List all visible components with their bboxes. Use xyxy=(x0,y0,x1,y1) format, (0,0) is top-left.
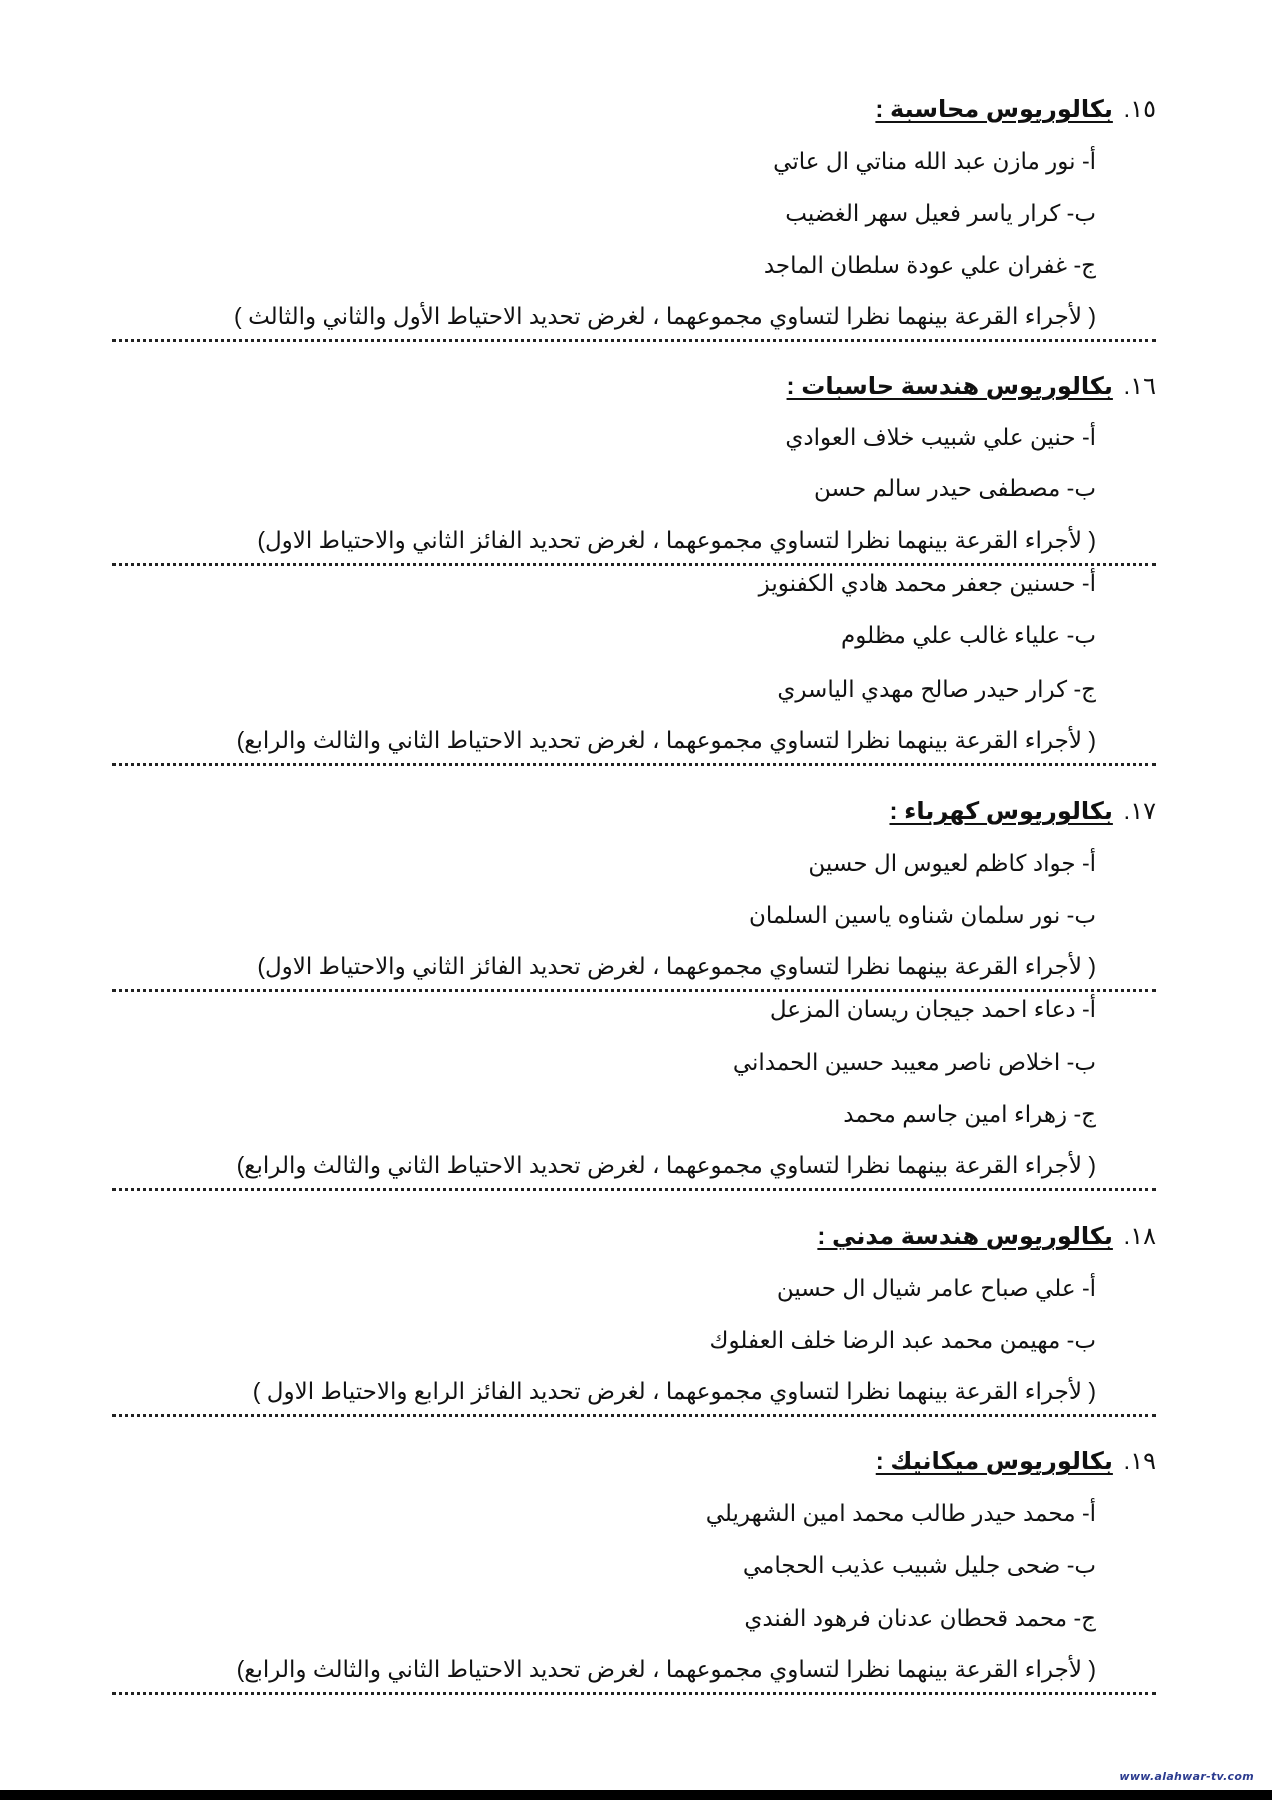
lottery-note: ( لأجراء القرعة بينهما نظرا لتساوي مجموعهما ، لغرض تحديد الاحتياط الثاني والثالث والرابع) xyxy=(236,1656,1096,1682)
dotted-divider xyxy=(112,1692,1156,1695)
list-item: ب- ضحى جليل شبيب عذيب الحجامي xyxy=(742,1552,1096,1578)
list-item: ب- علياء غالب علي مظلوم xyxy=(840,622,1096,648)
list-item: ج- غفران علي عودة سلطان الماجد xyxy=(763,252,1096,278)
lottery-note: ( لأجراء القرعة بينهما نظرا لتساوي مجموعهما ، لغرض تحديد الاحتياط الثاني والثالث والرابع) xyxy=(236,727,1096,753)
list-item: ب- نور سلمان شناوه ياسين السلمان xyxy=(749,902,1096,928)
lottery-note: ( لأجراء القرعة بينهما نظرا لتساوي مجموعهما ، لغرض تحديد الاحتياط الأول والثاني والثالث ) xyxy=(234,303,1096,329)
section-title-text: بكالوريوس كهرباء : xyxy=(889,798,1113,825)
section-title-text: بكالوريوس ميكانيك : xyxy=(875,1448,1113,1475)
dotted-divider xyxy=(112,563,1156,566)
list-item: ج- زهراء امين جاسم محمد xyxy=(843,1101,1096,1127)
list-item: ج- كرار حيدر صالح مهدي الياسري xyxy=(777,676,1096,702)
section-title xyxy=(889,797,1156,827)
list-item: ب- اخلاص ناصر معيبد حسين الحمداني xyxy=(732,1049,1096,1075)
list-item: أ- حنين علي شبيب خلاف العوادي xyxy=(785,424,1096,450)
section-title xyxy=(875,95,1156,125)
list-item: ب- مصطفى حيدر سالم حسن xyxy=(814,475,1096,501)
lottery-note: ( لأجراء القرعة بينهما نظرا لتساوي مجموعهما ، لغرض تحديد الاحتياط الثاني والثالث والرابع) xyxy=(236,1152,1096,1178)
section-number: ١٨. xyxy=(1123,1223,1156,1250)
list-item: أ- نور مازن عبد الله مناتي ال عاتي xyxy=(773,148,1096,174)
list-item: أ- جواد كاظم لعيوس ال حسين xyxy=(808,850,1096,876)
section-number: ١٩. xyxy=(1123,1448,1156,1475)
list-item: ب- كرار ياسر فعيل سهر الغضيب xyxy=(785,200,1096,226)
lottery-note: ( لأجراء القرعة بينهما نظرا لتساوي مجموعهما ، لغرض تحديد الفائز الثاني والاحتياط الاول) xyxy=(257,953,1096,979)
section-title xyxy=(817,1222,1156,1252)
section-title-text: بكالوريوس محاسبة : xyxy=(875,96,1113,123)
list-item: ج- محمد قحطان عدنان فرهود الفندي xyxy=(744,1605,1096,1631)
lottery-note: ( لأجراء القرعة بينهما نظرا لتساوي مجموعهما ، لغرض تحديد الفائز الثاني والاحتياط الاول) xyxy=(257,527,1096,553)
section-title xyxy=(876,1447,1156,1477)
watermark-url: www.alahwar-tv.com xyxy=(1119,1770,1254,1783)
list-item: أ- محمد حيدر طالب محمد امين الشهريلي xyxy=(705,1500,1096,1526)
lottery-note: ( لأجراء القرعة بينهما نظرا لتساوي مجموعهما ، لغرض تحديد الفائز الرابع والاحتياط الاول ) xyxy=(252,1378,1096,1404)
dotted-divider xyxy=(112,763,1156,766)
footer-bar xyxy=(0,1790,1272,1800)
section-number: ١٥. xyxy=(1123,96,1156,123)
section-title-text: بكالوريوس هندسة مدني : xyxy=(817,1223,1113,1250)
section-title xyxy=(787,372,1156,402)
section-title-text: بكالوريوس هندسة حاسبات : xyxy=(786,373,1113,400)
list-item: أ- دعاء احمد جيجان ريسان المزعل xyxy=(769,996,1096,1022)
dotted-divider xyxy=(112,989,1156,992)
section-number: ١٦. xyxy=(1123,373,1156,400)
section-number: ١٧. xyxy=(1123,798,1156,825)
dotted-divider xyxy=(112,1414,1156,1417)
list-item: ب- مهيمن محمد عبد الرضا خلف العفلوك xyxy=(709,1327,1096,1353)
dotted-divider xyxy=(112,1188,1156,1191)
list-item: أ- حسنين جعفر محمد هادي الكفنويز xyxy=(758,570,1096,596)
list-item: أ- علي صباح عامر شيال ال حسين xyxy=(776,1275,1096,1301)
dotted-divider xyxy=(112,339,1156,342)
